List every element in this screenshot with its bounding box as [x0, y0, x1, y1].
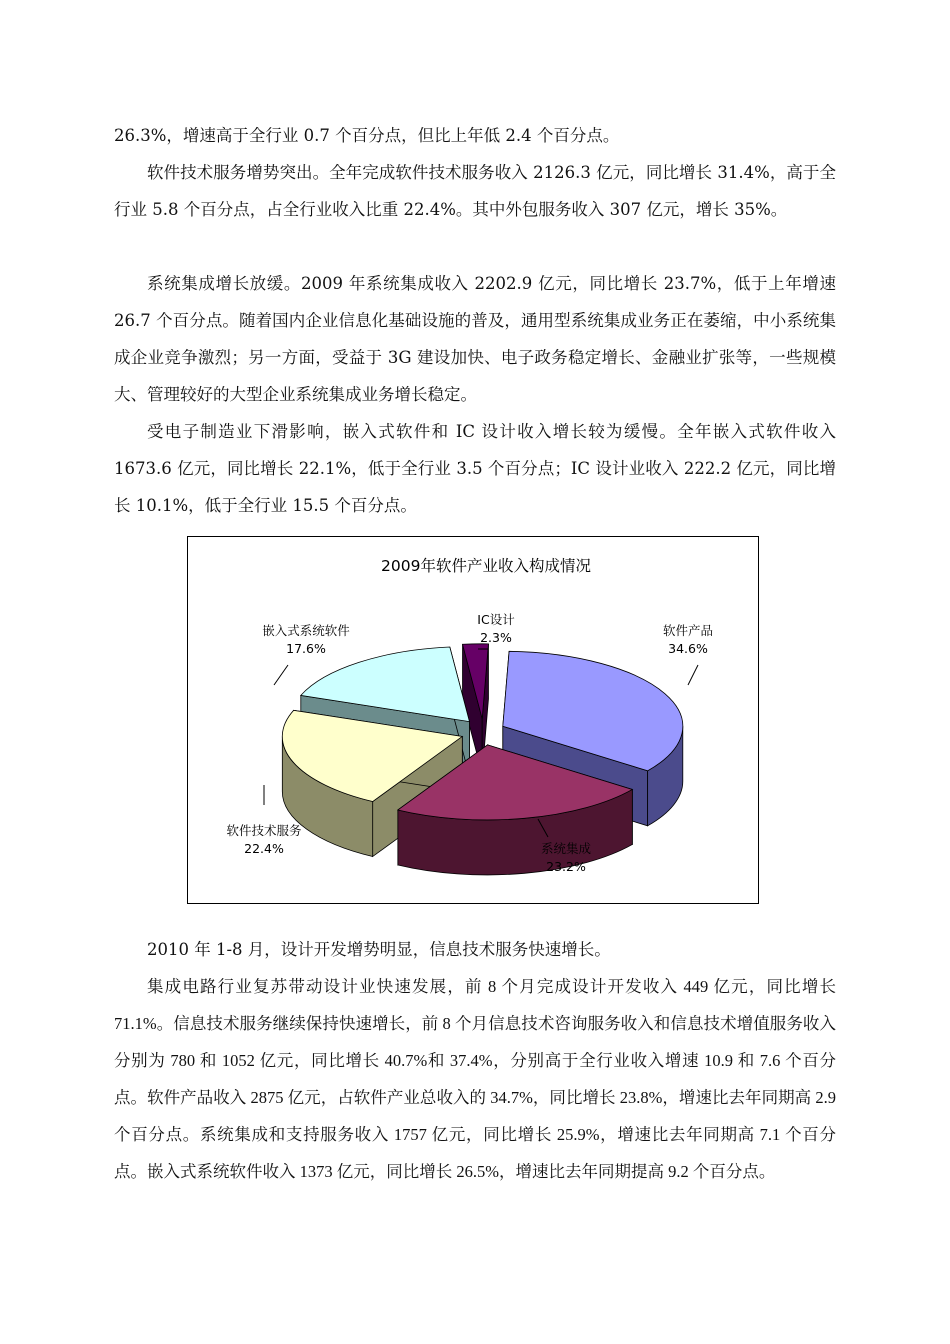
slice-label-value: 17.6%: [286, 641, 326, 656]
paragraph-2010-detail: 集成电路行业复苏带动设计业快速发展，前 8 个月完成设计开发收入 449 亿元，同比增长 71.1%。信息技术服务继续保持快速增长，前 8 个月信息技术咨询服务收入和信息技术增值服务收入分别为 780 和 1052 亿元，同比增长 40.7%和 37.4%，分别高于全行业收入增速 10.9 和 7.6 个百分点。软件产品收入 2875 亿元，占软件产业总收入的 34.7%，同比增长 23.8%，增速比去年同期高 2.9 个百分点。系统集成和支持服务收入 1757 亿元，同比增长 25.9%，增速比去年同期高 7.1 个百分点。嵌入式系统软件收入 1373 亿元，同比增长 26.5%，增速比去年同期提高 9.2 个百分点。: [114, 977, 836, 1181]
slice-label-name: IC设计: [477, 612, 515, 627]
slice-label-name: 软件技术服务: [226, 823, 302, 838]
slice-label-软件技术服务: [226, 823, 302, 856]
paragraph-embedded-ic: 受电子制造业下滑影响，嵌入式软件和 IC 设计收入增长较为缓慢。全年嵌入式软件收入 1673.6 亿元，同比增长 22.1%，低于全行业 3.5 个百分点；IC 设计业收入 222.2 亿元，同比增长 10.1%，低于全行业 15.5 个百分点。: [114, 422, 836, 515]
paragraph-2010-summary: 2010 年 1-8 月，设计开发增势明显，信息技术服务快速增长。: [147, 940, 611, 959]
slice-label-name: 系统集成: [540, 841, 592, 856]
paragraph-software-services: 软件技术服务增势突出。全年完成软件技术服务收入 2126.3 亿元，同比增长 31.4%，高于全行业 5.8 个百分点，占全行业收入比重 22.4%。其中外包服务收入 307 亿元，增长 35%。: [114, 163, 836, 219]
chart-title: 2009年软件产业收入构成情况: [381, 557, 591, 575]
pie-chart-figure: [187, 536, 759, 904]
leader-line: [274, 665, 288, 685]
slice-label-软件产品: [663, 623, 713, 656]
leader-line: [688, 665, 698, 685]
paragraph-system-integration: 系统集成增长放缓。2009 年系统集成收入 2202.9 亿元，同比增长 23.7%，低于上年增速 26.7 个百分点。随着国内企业信息化基础设施的普及，通用型系统集成业务正在萎缩，中小系统集成企业竞争激烈；另一方面，受益于 3G 建设加快、电子政务稳定增长、金融业扩张等，一些规模大、管理较好的大型企业系统集成业务增长稳定。: [114, 274, 836, 404]
slice-label-value: 22.4%: [244, 841, 284, 856]
slice-label-name: 软件产品: [662, 623, 714, 638]
slice-label-value: 34.6%: [668, 641, 708, 656]
slice-label-嵌入式系统软件: [262, 623, 350, 656]
slice-label-IC设计: [477, 612, 515, 645]
paragraph-continuation: 26.3%，增速高于全行业 0.7 个百分点，但比上年低 2.4 个百分点。: [114, 126, 620, 145]
slice-label-name: 嵌入式系统软件: [262, 623, 350, 638]
slice-label-value: 23.2%: [546, 859, 586, 874]
slice-label-value: 2.3%: [480, 630, 512, 645]
pie-chart: [188, 537, 758, 903]
